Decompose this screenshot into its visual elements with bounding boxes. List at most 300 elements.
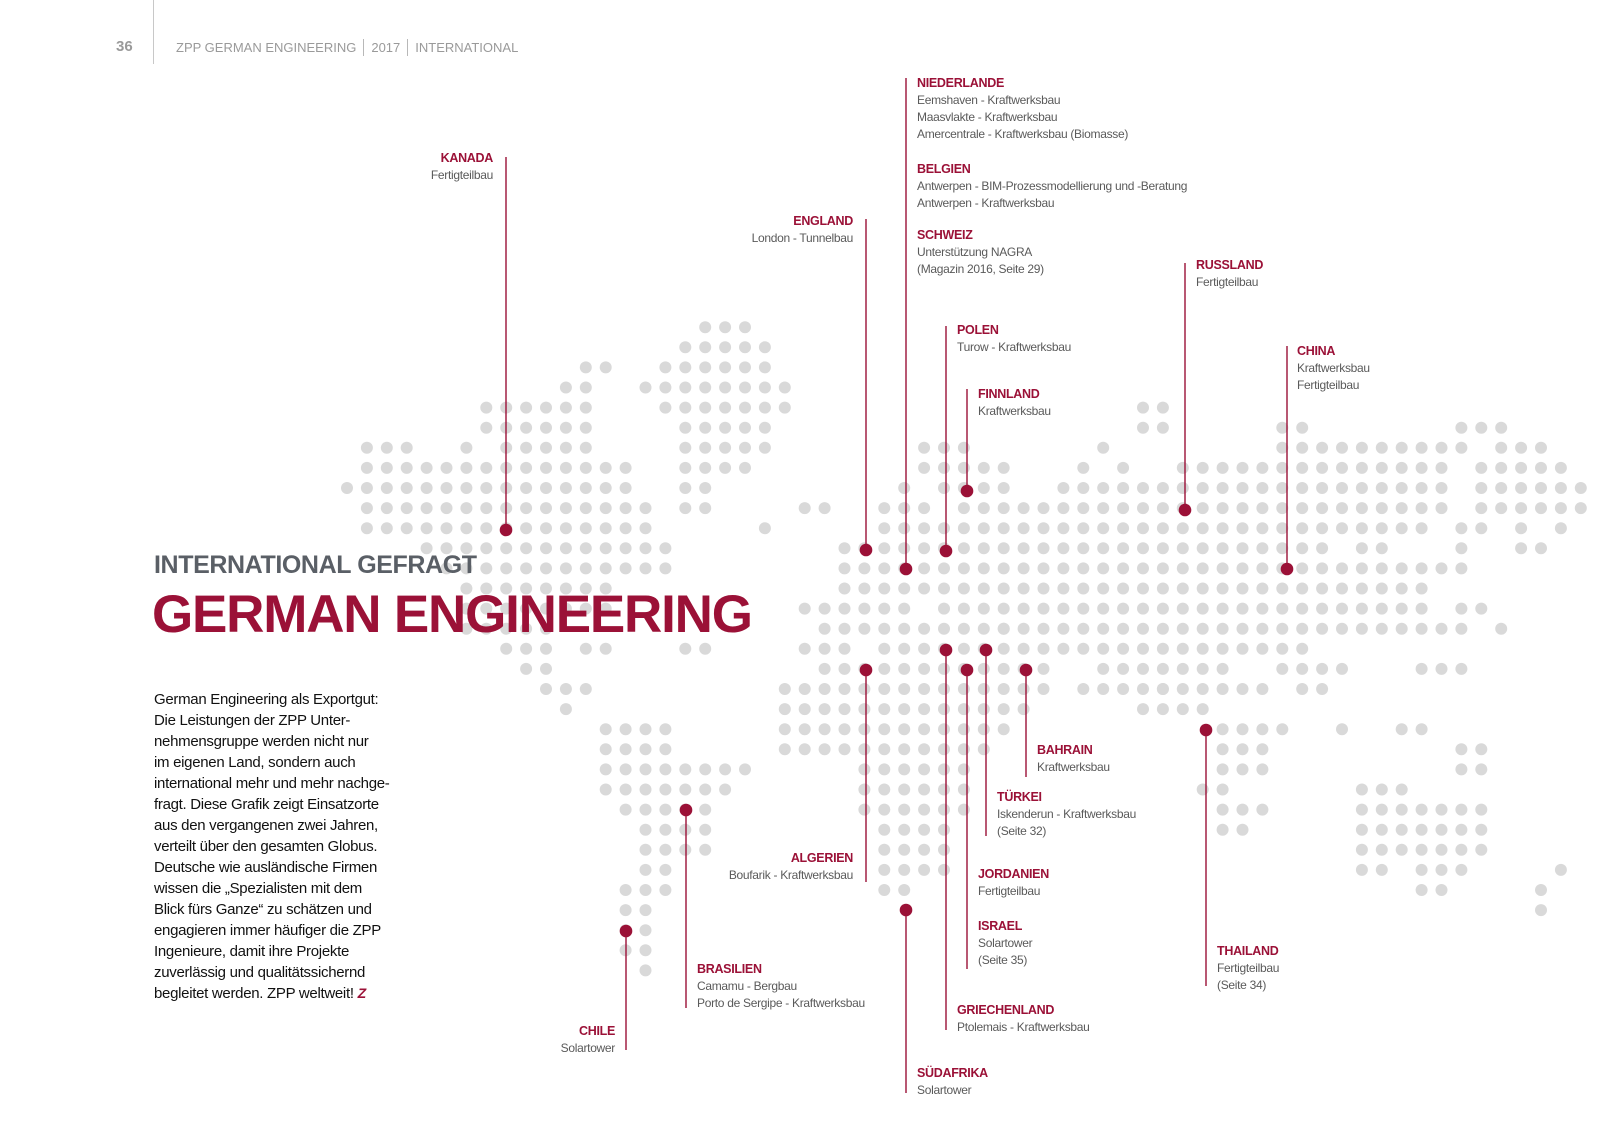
map-dot xyxy=(1296,422,1308,434)
map-dot xyxy=(1276,603,1288,615)
map-dot xyxy=(898,522,910,534)
article-body xyxy=(154,689,394,1004)
map-dot xyxy=(898,763,910,775)
map-dot xyxy=(878,643,890,655)
map-dot xyxy=(1018,703,1030,715)
map-dot xyxy=(1455,422,1467,434)
location-label-tuerkei xyxy=(997,789,1136,840)
map-dot xyxy=(401,462,413,474)
map-dot xyxy=(1097,502,1109,514)
map-dot xyxy=(1475,804,1487,816)
map-dot xyxy=(938,562,950,574)
map-dot xyxy=(799,683,811,695)
map-dot xyxy=(401,502,413,514)
map-dot xyxy=(560,703,572,715)
map-dot xyxy=(620,723,632,735)
map-dot xyxy=(1097,623,1109,635)
map-dot xyxy=(998,703,1010,715)
map-dot xyxy=(1475,743,1487,755)
map-dot xyxy=(878,743,890,755)
map-dot xyxy=(1197,683,1209,695)
map-dot xyxy=(1018,522,1030,534)
map-dot xyxy=(1316,462,1328,474)
location-detail: (Seite 32) xyxy=(997,824,1047,838)
map-dot xyxy=(759,341,771,353)
map-dot xyxy=(699,361,711,373)
map-dot xyxy=(1296,502,1308,514)
map-dot xyxy=(898,703,910,715)
map-dot xyxy=(1157,402,1169,414)
map-dot xyxy=(1256,562,1268,574)
location-marker-thailand xyxy=(1200,724,1213,737)
map-dot xyxy=(460,522,472,534)
map-dot xyxy=(819,723,831,735)
map-dot xyxy=(878,864,890,876)
map-dot xyxy=(1057,603,1069,615)
map-dot xyxy=(1296,442,1308,454)
map-dot xyxy=(1217,502,1229,514)
map-dot xyxy=(739,442,751,454)
map-dot xyxy=(1077,583,1089,595)
map-dot xyxy=(1376,583,1388,595)
map-dot xyxy=(1237,522,1249,534)
location-country: SÜDAFRIKA xyxy=(917,1066,988,1080)
map-dot xyxy=(719,321,731,333)
map-dot xyxy=(998,683,1010,695)
map-dot xyxy=(1237,623,1249,635)
location-detail: Antwerpen - BIM-Prozessmodellierung und -Beratung xyxy=(917,179,1188,193)
map-dot xyxy=(1237,683,1249,695)
map-dot xyxy=(1455,623,1467,635)
map-dot xyxy=(1217,603,1229,615)
map-dot xyxy=(1455,562,1467,574)
map-dot xyxy=(878,502,890,514)
map-dot xyxy=(958,583,970,595)
map-dot xyxy=(500,542,512,554)
map-dot xyxy=(898,723,910,735)
map-dot xyxy=(1296,482,1308,494)
map-dot xyxy=(978,502,990,514)
map-dot xyxy=(1336,623,1348,635)
map-dot xyxy=(540,502,552,514)
map-dot xyxy=(1416,462,1428,474)
map-dot xyxy=(460,442,472,454)
map-dot xyxy=(1276,723,1288,735)
map-dot xyxy=(1396,824,1408,836)
map-dot xyxy=(1177,462,1189,474)
location-detail: Kraftwerksbau xyxy=(1037,760,1110,774)
map-dot xyxy=(1396,623,1408,635)
map-dot xyxy=(480,422,492,434)
map-dot xyxy=(958,623,970,635)
map-dot xyxy=(839,542,851,554)
map-dot xyxy=(1416,884,1428,896)
location-detail: (Magazin 2016, Seite 29) xyxy=(917,262,1044,276)
map-dot xyxy=(540,522,552,534)
location-detail: Unterstützung NAGRA xyxy=(917,245,1033,259)
map-dot xyxy=(1256,643,1268,655)
location-country: ALGERIEN xyxy=(790,851,853,865)
body-line xyxy=(154,983,394,1004)
location-label-finnland xyxy=(978,386,1051,420)
map-dot xyxy=(679,784,691,796)
map-dot xyxy=(1197,482,1209,494)
map-dot xyxy=(600,482,612,494)
map-dot xyxy=(560,542,572,554)
map-dot xyxy=(1117,663,1129,675)
map-dot xyxy=(1416,623,1428,635)
location-label-russland xyxy=(1196,257,1263,291)
map-dot xyxy=(1436,482,1448,494)
map-dot xyxy=(978,743,990,755)
map-dot xyxy=(1197,643,1209,655)
map-dot xyxy=(1455,542,1467,554)
location-country: CHINA xyxy=(1297,344,1336,358)
map-dot xyxy=(1137,583,1149,595)
map-dot xyxy=(719,422,731,434)
map-dot xyxy=(918,844,930,856)
map-dot xyxy=(1256,482,1268,494)
map-dot xyxy=(580,382,592,394)
location-country: ENGLAND xyxy=(793,214,853,228)
map-dot xyxy=(580,542,592,554)
location-detail: Porto de Sergipe - Kraftwerksbau xyxy=(697,996,865,1010)
map-dot xyxy=(1455,442,1467,454)
location-marker-suedafrika xyxy=(900,904,913,917)
map-dot xyxy=(918,723,930,735)
map-dot xyxy=(699,763,711,775)
map-dot xyxy=(1276,643,1288,655)
map-dot xyxy=(998,583,1010,595)
map-dot xyxy=(600,542,612,554)
map-dot xyxy=(1495,623,1507,635)
map-dot xyxy=(938,442,950,454)
map-dot xyxy=(1097,603,1109,615)
map-dot xyxy=(898,502,910,514)
map-dot xyxy=(958,763,970,775)
map-dot xyxy=(1515,442,1527,454)
map-dot xyxy=(998,462,1010,474)
map-dot xyxy=(719,341,731,353)
map-dot xyxy=(1217,542,1229,554)
body-line: Die Leistungen der ZPP Unter- xyxy=(154,712,351,729)
map-dot xyxy=(1376,522,1388,534)
map-dot xyxy=(819,643,831,655)
map-dot xyxy=(620,884,632,896)
map-dot xyxy=(1336,562,1348,574)
map-dot xyxy=(898,663,910,675)
map-dot xyxy=(938,623,950,635)
map-dot xyxy=(441,502,453,514)
map-dot xyxy=(839,623,851,635)
map-dot xyxy=(1197,583,1209,595)
map-dot xyxy=(998,522,1010,534)
map-dot xyxy=(1217,462,1229,474)
map-dot xyxy=(978,703,990,715)
location-label-schweiz xyxy=(917,227,1044,278)
map-dot xyxy=(1356,562,1368,574)
map-dot xyxy=(659,864,671,876)
map-dot xyxy=(1217,784,1229,796)
map-dot xyxy=(540,462,552,474)
map-dot xyxy=(1177,623,1189,635)
map-dot xyxy=(679,341,691,353)
map-dot xyxy=(1416,844,1428,856)
location-label-jordanien xyxy=(978,866,1049,900)
map-dot xyxy=(1256,723,1268,735)
map-dot xyxy=(759,442,771,454)
map-dot xyxy=(441,462,453,474)
map-dot xyxy=(1575,502,1587,514)
location-label-kanada xyxy=(431,150,493,184)
map-dot xyxy=(1237,583,1249,595)
map-dot xyxy=(1535,462,1547,474)
map-dot xyxy=(858,583,870,595)
location-label-thailand xyxy=(1217,943,1279,994)
map-dot xyxy=(1316,683,1328,695)
map-dot xyxy=(918,804,930,816)
map-dot xyxy=(998,502,1010,514)
map-dot xyxy=(918,784,930,796)
location-country: KANADA xyxy=(440,151,493,165)
page-number: 36 xyxy=(116,38,133,55)
map-dot xyxy=(480,482,492,494)
map-dot xyxy=(1495,462,1507,474)
map-dot xyxy=(1217,583,1229,595)
map-dot xyxy=(898,884,910,896)
map-dot xyxy=(600,522,612,534)
article-kicker: INTERNATIONAL GEFRAGT xyxy=(154,551,477,579)
map-dot xyxy=(1057,623,1069,635)
map-dot xyxy=(1038,522,1050,534)
map-dot xyxy=(699,442,711,454)
map-dot xyxy=(1038,562,1050,574)
map-dot xyxy=(600,784,612,796)
map-dot xyxy=(1137,562,1149,574)
map-dot xyxy=(1237,542,1249,554)
map-dot xyxy=(1396,502,1408,514)
location-marker-russland xyxy=(1179,504,1192,517)
map-dot xyxy=(1217,623,1229,635)
map-dot xyxy=(1436,462,1448,474)
map-dot xyxy=(1455,804,1467,816)
map-dot xyxy=(1316,542,1328,554)
map-dot xyxy=(580,562,592,574)
map-dot xyxy=(1197,502,1209,514)
map-dot xyxy=(659,784,671,796)
map-dot xyxy=(799,643,811,655)
map-dot xyxy=(938,844,950,856)
location-marker-bahrain xyxy=(1020,664,1033,677)
map-dot xyxy=(1515,482,1527,494)
map-dot xyxy=(1217,562,1229,574)
map-dot xyxy=(978,603,990,615)
map-dot xyxy=(1137,402,1149,414)
body-line-text: begleitet werden. ZPP weltweit! xyxy=(154,985,354,1002)
map-dot xyxy=(878,583,890,595)
map-dot xyxy=(1137,623,1149,635)
map-dot xyxy=(1197,663,1209,675)
map-dot xyxy=(1515,522,1527,534)
map-dot xyxy=(1336,603,1348,615)
map-dot xyxy=(1475,422,1487,434)
location-country: CHILE xyxy=(578,1024,615,1038)
map-dot xyxy=(659,402,671,414)
map-dot xyxy=(1038,643,1050,655)
map-dot xyxy=(1396,462,1408,474)
map-dot xyxy=(381,462,393,474)
map-dot xyxy=(679,763,691,775)
map-dot xyxy=(1455,663,1467,675)
map-dot xyxy=(1475,824,1487,836)
map-dot xyxy=(779,683,791,695)
article-title: GERMAN ENGINEERING xyxy=(152,585,752,644)
location-marker-england xyxy=(860,544,873,557)
map-dot xyxy=(560,502,572,514)
map-dot xyxy=(1018,603,1030,615)
map-dot xyxy=(918,703,930,715)
map-dot xyxy=(998,562,1010,574)
map-dot xyxy=(918,824,930,836)
map-dot xyxy=(381,482,393,494)
map-dot xyxy=(898,623,910,635)
map-dot xyxy=(1316,623,1328,635)
map-dot xyxy=(1117,502,1129,514)
map-dot xyxy=(958,703,970,715)
map-dot xyxy=(1237,824,1249,836)
map-dot xyxy=(918,763,930,775)
location-country: TÜRKEI xyxy=(997,790,1042,804)
map-dot xyxy=(1396,562,1408,574)
map-dot xyxy=(998,723,1010,735)
map-dot xyxy=(341,482,353,494)
map-dot xyxy=(1217,663,1229,675)
body-line: engagieren immer häufiger die ZPP xyxy=(154,922,381,939)
map-dot xyxy=(1316,663,1328,675)
map-dot xyxy=(1057,542,1069,554)
map-dot xyxy=(1157,663,1169,675)
map-dot xyxy=(1018,542,1030,554)
map-dot xyxy=(1217,522,1229,534)
map-dot xyxy=(699,804,711,816)
map-dot xyxy=(819,663,831,675)
map-dot xyxy=(520,522,532,534)
map-dot xyxy=(1356,522,1368,534)
map-dot xyxy=(839,703,851,715)
map-dot xyxy=(1137,482,1149,494)
map-dot xyxy=(759,422,771,434)
map-dot xyxy=(640,844,652,856)
map-dot xyxy=(898,683,910,695)
map-dot xyxy=(918,462,930,474)
map-dot xyxy=(1356,583,1368,595)
map-dot xyxy=(401,442,413,454)
location-country: BELGIEN xyxy=(917,162,971,176)
map-dot xyxy=(719,402,731,414)
map-dot xyxy=(421,522,433,534)
map-dot xyxy=(878,784,890,796)
map-dot xyxy=(460,462,472,474)
map-dot xyxy=(1436,623,1448,635)
map-dot xyxy=(958,723,970,735)
map-dot xyxy=(540,542,552,554)
map-dot xyxy=(640,743,652,755)
map-dot xyxy=(839,683,851,695)
map-dot xyxy=(898,743,910,755)
map-dot xyxy=(361,442,373,454)
map-dot xyxy=(739,422,751,434)
map-dot xyxy=(1455,603,1467,615)
map-dot xyxy=(1256,583,1268,595)
body-line: nehmensgruppe werden nicht nur xyxy=(154,733,369,750)
map-dot xyxy=(1416,482,1428,494)
location-country: JORDANIEN xyxy=(978,867,1049,881)
map-dot xyxy=(1436,804,1448,816)
map-dot xyxy=(659,562,671,574)
map-dot xyxy=(1376,824,1388,836)
map-dot xyxy=(1475,502,1487,514)
map-dot xyxy=(1117,583,1129,595)
map-dot xyxy=(878,723,890,735)
map-dot xyxy=(719,442,731,454)
map-dot xyxy=(620,542,632,554)
location-label-polen xyxy=(957,322,1071,356)
map-dot xyxy=(441,522,453,534)
map-dot xyxy=(560,402,572,414)
map-dot xyxy=(1097,583,1109,595)
map-dot xyxy=(1416,583,1428,595)
map-dot xyxy=(1018,683,1030,695)
map-dot xyxy=(839,723,851,735)
map-dot xyxy=(620,502,632,514)
map-dot xyxy=(918,442,930,454)
map-dot xyxy=(1217,824,1229,836)
map-dot xyxy=(978,462,990,474)
map-dot xyxy=(739,382,751,394)
map-dot xyxy=(1296,683,1308,695)
location-marker-chile xyxy=(620,925,633,938)
map-dot xyxy=(640,824,652,836)
map-dot xyxy=(1475,763,1487,775)
location-country: SCHWEIZ xyxy=(917,228,973,242)
map-dot xyxy=(878,703,890,715)
map-dot xyxy=(978,683,990,695)
map-dot xyxy=(520,442,532,454)
map-dot xyxy=(1376,623,1388,635)
location-country: THAILAND xyxy=(1217,944,1279,958)
location-country: FINNLAND xyxy=(978,387,1040,401)
map-dot xyxy=(540,402,552,414)
map-dot xyxy=(560,482,572,494)
map-dot xyxy=(779,402,791,414)
map-dot xyxy=(1555,864,1567,876)
map-dot xyxy=(1137,663,1149,675)
map-dot xyxy=(600,723,612,735)
map-dot xyxy=(1018,562,1030,574)
map-dot xyxy=(1177,603,1189,615)
map-dot xyxy=(1555,522,1567,534)
map-dot xyxy=(1296,542,1308,554)
header-year: 2017 xyxy=(371,40,401,55)
map-dot xyxy=(1356,844,1368,856)
map-dot xyxy=(520,402,532,414)
map-dot xyxy=(500,562,512,574)
map-dot xyxy=(898,804,910,816)
map-dot xyxy=(958,462,970,474)
location-detail: Antwerpen - Kraftwerksbau xyxy=(917,196,1055,210)
map-dot xyxy=(1197,703,1209,715)
map-dot xyxy=(1495,502,1507,514)
